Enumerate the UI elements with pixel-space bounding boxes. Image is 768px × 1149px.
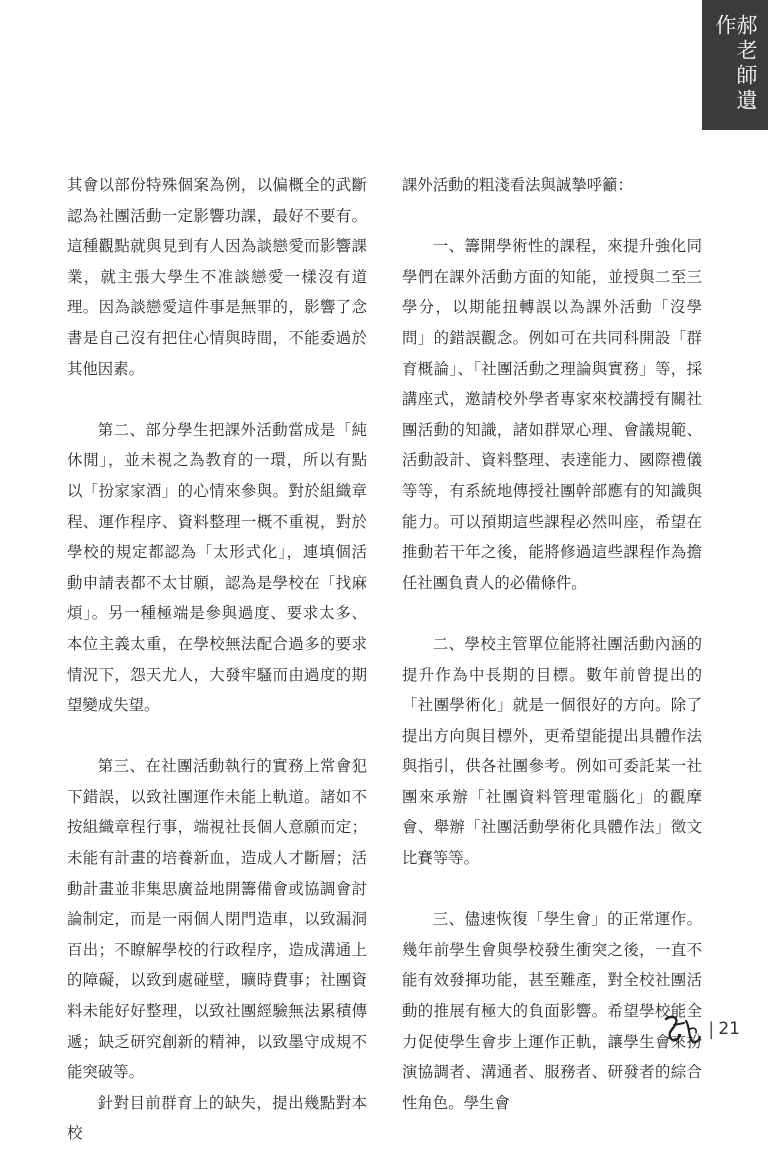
footer-divider: | — [708, 1018, 715, 1040]
left-column — [67, 170, 367, 1149]
paragraph: 二、學校主管單位能將社團活動內涵的提升作為中長期的目標。數年前曾提出的「社團學術化」就是一個很好的方向。除了提出方向與目標外，更希望能提出具體作法與指引，供各社團參考。例如可委託某一社團來承辦「社團資料管理電腦化」的觀摩會、舉辦「社團活動學術化具體作法」徵文比賽等等。 — [402, 634, 702, 868]
side-tab-title: 郝老師遺作 — [713, 14, 758, 114]
calligraphy-logo-icon — [662, 1011, 704, 1047]
right-column — [402, 170, 702, 1118]
paragraph: 一、籌開學術性的課程，來提升強化同學們在課外活動方面的知能，並授與二至三學分，以期能扭轉誤以為課外活動「沒學問」的錯誤觀念。例如可在共同科開設「群育概論」、「社團活動之理論與實務」等，採講座式，邀請校外學者專家來校講授有關社團活動的知識，諸如群眾心理、會議規範、活動設計、資料整理、表達能力、國際禮儀等等，有系統地傳授社團幹部應有的知識與能力。可以預期這些課程必然叫座，希望在推動若干年之後，能將修過這些課程作為擔任社團負責人的必備條件。 — [402, 237, 702, 592]
page-footer — [662, 1011, 740, 1047]
paragraph: 第三、在社團活動執行的實務上常會犯下錯誤，以致社團運作未能上軌道。諸如不按組織章程行事，端視社長個人意願而定；未能有計畫的培養新血，造成人才斷層；活動計畫並非集思廣益地開籌備會或協調會討論制定，而是一兩個人閉門造車，以致漏洞百出；不瞭解學校的行政程序，造成溝通上的障礙，以致到處碰壁，曠時費事；社團資料未能好好整理，以致社團經驗無法累積傳遞；缺乏研究創新的精神，以致墨守成規不能突破等。 — [67, 757, 367, 1082]
paragraph: 第二、部分學生把課外活動當成是「純休閒」，並未視之為教育的一環，所以有點以「扮家家酒」的心情來參與。對於組織章程、運作程序、資料整理一概不重視，對於學校的規定都認為「太形式化」，連填個活動申請表都不太甘願，認為是學校在「找麻煩」。另一種極端是參與過度、要求太多、本位主義太重，在學校無法配合過多的要求情況下，怨天尤人，大發牢騷而由過度的期望變成失望。 — [67, 420, 367, 715]
page-number: 21 — [718, 1019, 740, 1039]
paragraph: 課外活動的粗淺看法與誠摯呼籲： — [402, 176, 633, 194]
paragraph: 三、儘速恢復「學生會」的正常運作。幾年前學生會與學校發生衝突之後，一直不能有效發揮功能，甚至難產，對全校社團活動的推展有極大的負面影響。希望學校能全力促使學生會步上運作正軌，讓學生會來扮演協調者、溝通者、服務者、研發者的綜合性角色。學生會 — [402, 910, 702, 1112]
paragraph: 其會以部份特殊個案為例，以偏概全的武斷認為社團活動一定影響功課，最好不要有。這種觀點就與見到有人因為談戀愛而影響課業，就主張大學生不准談戀愛一樣沒有道理。因為談戀愛這件事是無罪的，影響了念書是自己沒有把住心情與時間，不能委過於其他因素。 — [67, 176, 367, 378]
side-tab — [702, 0, 768, 130]
paragraph: 針對目前群育上的缺失，提出幾點對本校 — [67, 1093, 367, 1143]
